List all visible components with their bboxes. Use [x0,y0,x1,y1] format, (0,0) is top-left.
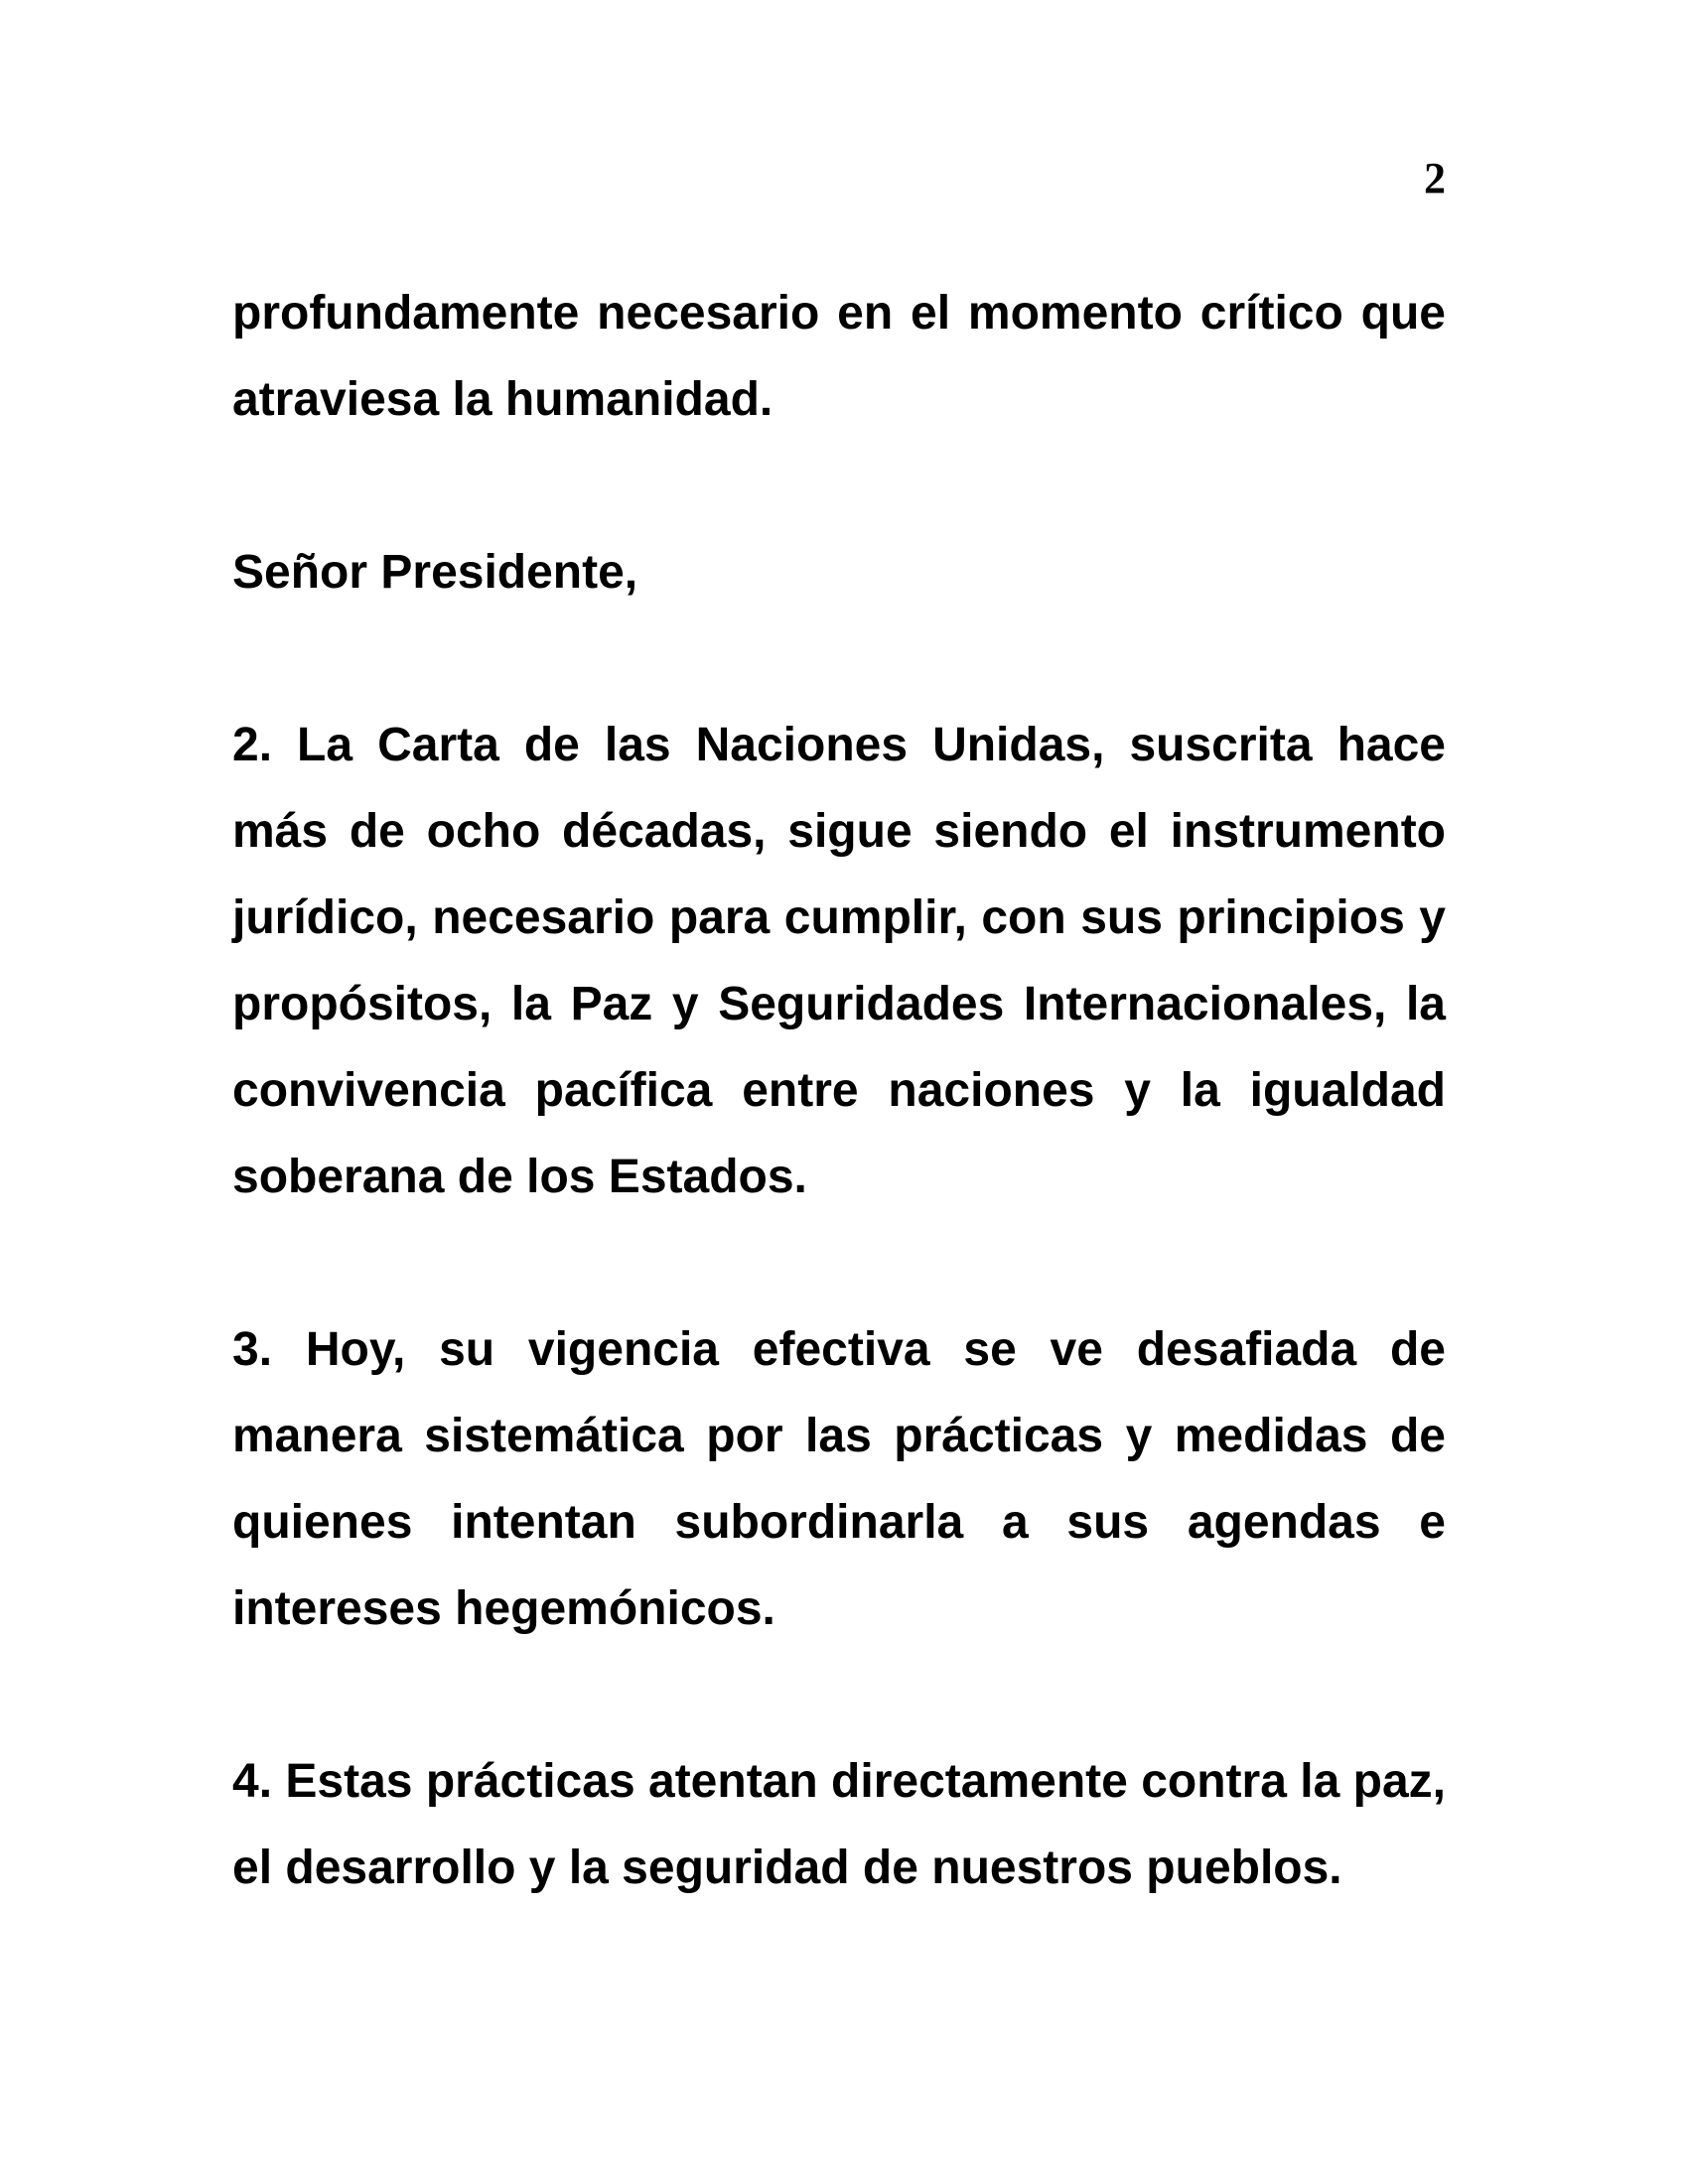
paragraph-4: 4. Estas prácticas atentan directamente contra la paz, el desarrollo y la seguridad de nuestros pueblos. [232,1755,1446,1894]
salutation: Señor Presidente, [232,546,638,599]
document-body [232,270,1446,1911]
page-number: 2 [1424,154,1446,203]
paragraph-3: 3. Hoy, su vigencia efectiva se ve desafiada de manera sistemática por las prácticas y medidas de quienes intentan subordinarla a sus agendas e intereses hegemónicos. [232,1323,1446,1635]
paragraph-2: 2. La Carta de las Naciones Unidas, suscrita hace más de ocho décadas, sigue siendo el instrumento jurídico, necesario para cumplir, con sus principios y propósitos, la Paz y Seguridades Internacionales, la convivencia pacífica entre naciones y la igualdad soberana de los Estados. [232,719,1446,1203]
paragraph-continuation: profundamente necesario en el momento crítico que atraviesa la humanidad. [232,287,1446,426]
